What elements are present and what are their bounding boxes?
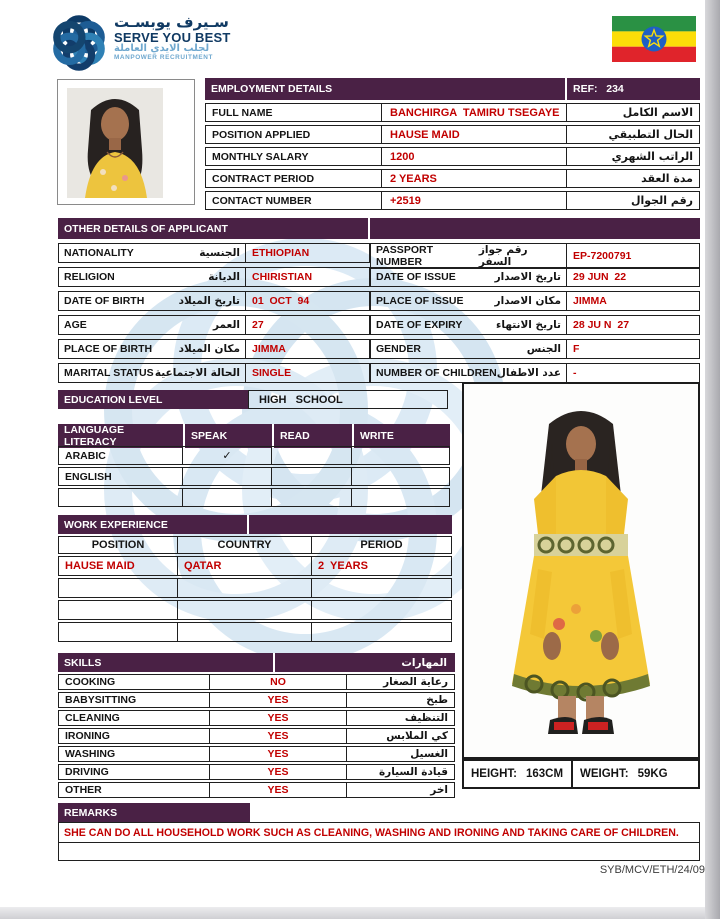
- language-name: [58, 488, 183, 507]
- field-label-arabic: الديانة: [208, 271, 240, 283]
- table-row: [58, 692, 455, 708]
- field-label-arabic: تاريخ الانتهاء: [496, 319, 561, 331]
- table-row: [58, 315, 370, 335]
- full-body-photo-frame: [462, 382, 700, 759]
- position-value: [58, 622, 178, 642]
- table-row: [205, 147, 700, 166]
- language-literacy-section: [58, 424, 450, 507]
- remarks-text: SHE CAN DO ALL HOUSEHOLD WORK SUCH AS CLEANING, WASHING AND IRONING AND TAKING CARE OF CHILDREN.: [58, 822, 700, 843]
- field-label-arabic: مدة العقد: [567, 169, 700, 188]
- field-label-arabic: رقم جواز السفر: [478, 244, 528, 268]
- field-value: 01 OCT 94: [246, 291, 370, 311]
- work-experience-title: WORK EXPERIENCE: [58, 515, 247, 534]
- employment-details-title: EMPLOYMENT DETAILS: [205, 78, 565, 100]
- field-value: 2 YEARS: [382, 169, 567, 188]
- table-row: [58, 782, 455, 798]
- field-value: EP-7200791: [567, 243, 700, 269]
- column-header: POSITION: [58, 536, 178, 554]
- other-details-header-right: [370, 218, 700, 239]
- ref-number: REF: 234: [567, 78, 700, 100]
- skill-label: BABYSITTING: [58, 692, 210, 708]
- column-header: COUNTRY: [178, 536, 312, 554]
- field-label: NUMBER OF CHILDREN: [376, 367, 497, 379]
- skill-label-arabic: قيادة السيارة: [347, 764, 455, 780]
- other-details-left-column: [58, 239, 370, 383]
- table-row: [58, 291, 370, 311]
- field-label: PLACE OF ISSUE: [376, 295, 464, 307]
- table-row: [370, 363, 700, 383]
- read-cell: [272, 467, 352, 486]
- logo-arabic-tagline: لجلب الايدي العاملة: [114, 43, 210, 55]
- table-row: [58, 746, 455, 762]
- country-value: [178, 622, 312, 642]
- skills-title: SKILLS: [58, 653, 273, 672]
- period-value: 2 YEARS: [312, 556, 452, 576]
- field-value: F: [567, 339, 700, 359]
- field-label: CONTRACT PERIOD: [205, 169, 382, 188]
- table-row: [370, 315, 700, 335]
- field-value: -: [567, 363, 700, 383]
- work-column-headers: [58, 536, 452, 554]
- write-cell: [352, 488, 450, 507]
- skill-label-arabic: التنظيف: [347, 710, 455, 726]
- table-row: [58, 674, 455, 690]
- speak-checkmark: ✓: [183, 446, 272, 465]
- remarks-title: REMARKS: [58, 803, 250, 822]
- column-header: READ: [272, 424, 352, 448]
- field-label-arabic: العمر: [212, 319, 240, 331]
- field-value: 1200: [382, 147, 567, 166]
- skill-label-arabic: اخر: [347, 782, 455, 798]
- table-row: [58, 622, 452, 642]
- field-label: DATE OF ISSUE: [376, 271, 456, 283]
- table-row: [58, 600, 452, 620]
- logo-tagline: MANPOWER RECRUITMENT: [114, 53, 213, 61]
- column-header: WRITE: [352, 424, 450, 448]
- document-reference-code: SYB/MCV/ETH/24/09: [599, 864, 705, 876]
- table-row: [58, 243, 370, 263]
- full-body-photo: [464, 384, 698, 757]
- field-label-arabic: تاريخ الاصدار: [494, 271, 561, 283]
- period-value: [312, 600, 452, 620]
- skill-value: YES: [210, 692, 347, 708]
- passport-photo-frame: [57, 79, 195, 205]
- position-value: HAUSE MAID: [58, 556, 178, 576]
- field-label: PLACE OF BIRTH: [64, 343, 153, 355]
- speak-cell: [183, 467, 272, 486]
- skills-section: [58, 653, 455, 798]
- table-row: [205, 169, 700, 188]
- physical-stats-row: [462, 759, 700, 789]
- education-level-title: EDUCATION LEVEL: [58, 390, 248, 409]
- table-row: [58, 728, 455, 744]
- field-label: DATE OF EXPIRY: [376, 319, 463, 331]
- agency-logo: [50, 15, 230, 71]
- page-right-edge: [705, 0, 720, 919]
- position-value: [58, 600, 178, 620]
- field-value: ETHIOPIAN: [246, 243, 370, 263]
- field-label: MONTHLY SALARY: [205, 147, 382, 166]
- field-label-arabic: الجنس: [526, 343, 561, 355]
- field-value: +2519: [382, 191, 567, 210]
- column-header: SPEAK: [183, 424, 272, 448]
- employment-details-section: [205, 78, 700, 210]
- field-value: 27: [246, 315, 370, 335]
- logo-name: SERVE YOU BEST: [114, 29, 231, 45]
- table-row: [205, 103, 700, 122]
- field-label: POSITION APPLIED: [205, 125, 382, 144]
- table-row: [370, 339, 700, 359]
- remarks-empty-row: [58, 842, 700, 861]
- table-row: [58, 488, 450, 507]
- field-label-arabic: الحالة الاجتماعية: [154, 367, 240, 379]
- education-level-section: [58, 390, 448, 409]
- write-cell: [352, 446, 450, 465]
- column-header: PERIOD: [312, 536, 452, 554]
- language-table-header: [58, 424, 450, 448]
- skill-label: WASHING: [58, 746, 210, 762]
- work-experience-section: [58, 515, 452, 642]
- weight-value: 59KG: [637, 768, 668, 780]
- field-value: JIMMA: [246, 339, 370, 359]
- employment-details-header: [205, 78, 700, 100]
- skill-value: YES: [210, 746, 347, 762]
- field-value: HAUSE MAID: [382, 125, 567, 144]
- skill-label: COOKING: [58, 674, 210, 690]
- country-value: [178, 600, 312, 620]
- table-row: [58, 339, 370, 359]
- field-label-arabic: مكان الاصدار: [494, 295, 561, 307]
- field-value: 29 JUN 22: [567, 267, 700, 287]
- field-label-arabic: الجنسية: [199, 247, 240, 259]
- field-label-arabic: رقم الجوال: [567, 191, 700, 210]
- language-name: ARABIC: [58, 446, 183, 465]
- field-value: CHIRISTIAN: [246, 267, 370, 287]
- table-row: [58, 710, 455, 726]
- field-label: NATIONALITY: [64, 247, 134, 259]
- skill-label: CLEANING: [58, 710, 210, 726]
- field-label-arabic: الاسم الكامل: [567, 103, 700, 122]
- table-row: [58, 267, 370, 287]
- field-label-arabic: مكان الميلاد: [178, 343, 240, 355]
- skill-label-arabic: رعاية الصغار: [347, 674, 455, 690]
- work-experience-header: [58, 515, 452, 534]
- field-label: CONTACT NUMBER: [205, 191, 382, 210]
- skill-label: DRIVING: [58, 764, 210, 780]
- field-label-arabic: الحال التطبيقي: [567, 125, 700, 144]
- weight-cell: [573, 759, 700, 789]
- skill-label-arabic: طبخ: [347, 692, 455, 708]
- other-details-section: [58, 218, 700, 383]
- table-row: [370, 267, 700, 287]
- read-cell: [272, 488, 352, 507]
- period-value: [312, 622, 452, 642]
- speak-cell: [183, 488, 272, 507]
- passport-photo: [58, 80, 194, 204]
- table-row: [205, 191, 700, 210]
- field-label: MARITAL STATUS: [64, 367, 154, 379]
- period-value: [312, 578, 452, 598]
- work-experience-header-right: [247, 515, 452, 534]
- other-details-title: OTHER DETAILS OF APPLICANT: [58, 218, 368, 239]
- education-level-value: HIGH SCHOOL: [248, 390, 448, 409]
- skill-value: YES: [210, 782, 347, 798]
- field-value: BANCHIRGA TAMIRU TSEGAYE: [382, 103, 567, 122]
- field-value: JIMMA: [567, 291, 700, 311]
- height-value: 163CM: [526, 768, 564, 780]
- read-cell: [272, 446, 352, 465]
- field-value: SINGLE: [246, 363, 370, 383]
- skills-header: [58, 653, 455, 672]
- field-label: DATE OF BIRTH: [64, 295, 145, 307]
- page-bottom-edge: [0, 907, 720, 919]
- skill-label-arabic: كي الملابس: [347, 728, 455, 744]
- country-value: QATAR: [178, 556, 312, 576]
- table-row: [58, 764, 455, 780]
- table-row: [58, 556, 452, 576]
- position-value: [58, 578, 178, 598]
- field-value: 28 JU N 27: [567, 315, 700, 335]
- write-cell: [352, 467, 450, 486]
- table-row: [370, 291, 700, 311]
- skill-value: YES: [210, 764, 347, 780]
- weight-label: WEIGHT:: [580, 768, 629, 780]
- skill-label-arabic: الغسيل: [347, 746, 455, 762]
- other-details-right-column: [370, 239, 700, 383]
- field-label-arabic: عدد الاطفال: [496, 367, 561, 379]
- height-cell: [462, 759, 573, 789]
- skill-value: YES: [210, 728, 347, 744]
- field-label-arabic: تاريخ الميلاد: [178, 295, 240, 307]
- skills-title-arabic: المهارات: [273, 653, 455, 672]
- country-value: [178, 578, 312, 598]
- height-label: HEIGHT:: [471, 768, 517, 780]
- table-row: [205, 125, 700, 144]
- field-label: FULL NAME: [205, 103, 382, 122]
- language-name: ENGLISH: [58, 467, 183, 486]
- table-row: [58, 578, 452, 598]
- logo-arabic-name: سـيرف يوبسـت: [114, 13, 229, 31]
- skill-value: NO: [210, 674, 347, 690]
- field-label: PASSPORT NUMBER: [376, 244, 433, 268]
- field-label: GENDER: [376, 343, 421, 355]
- other-details-header: [58, 218, 700, 239]
- skill-label: IRONING: [58, 728, 210, 744]
- table-row: [58, 446, 450, 465]
- table-row: [370, 243, 700, 268]
- table-row: [58, 363, 370, 383]
- skill-label: OTHER: [58, 782, 210, 798]
- field-label: AGE: [64, 319, 87, 331]
- skill-value: YES: [210, 710, 347, 726]
- column-header: LANGUAGE LITERACY: [58, 424, 183, 448]
- field-label: RELIGION: [64, 271, 115, 283]
- logo-knot-icon: [50, 15, 108, 71]
- ethiopia-flag-icon: [612, 16, 696, 62]
- table-row: [58, 467, 450, 486]
- field-label-arabic: الراتب الشهري: [567, 147, 700, 166]
